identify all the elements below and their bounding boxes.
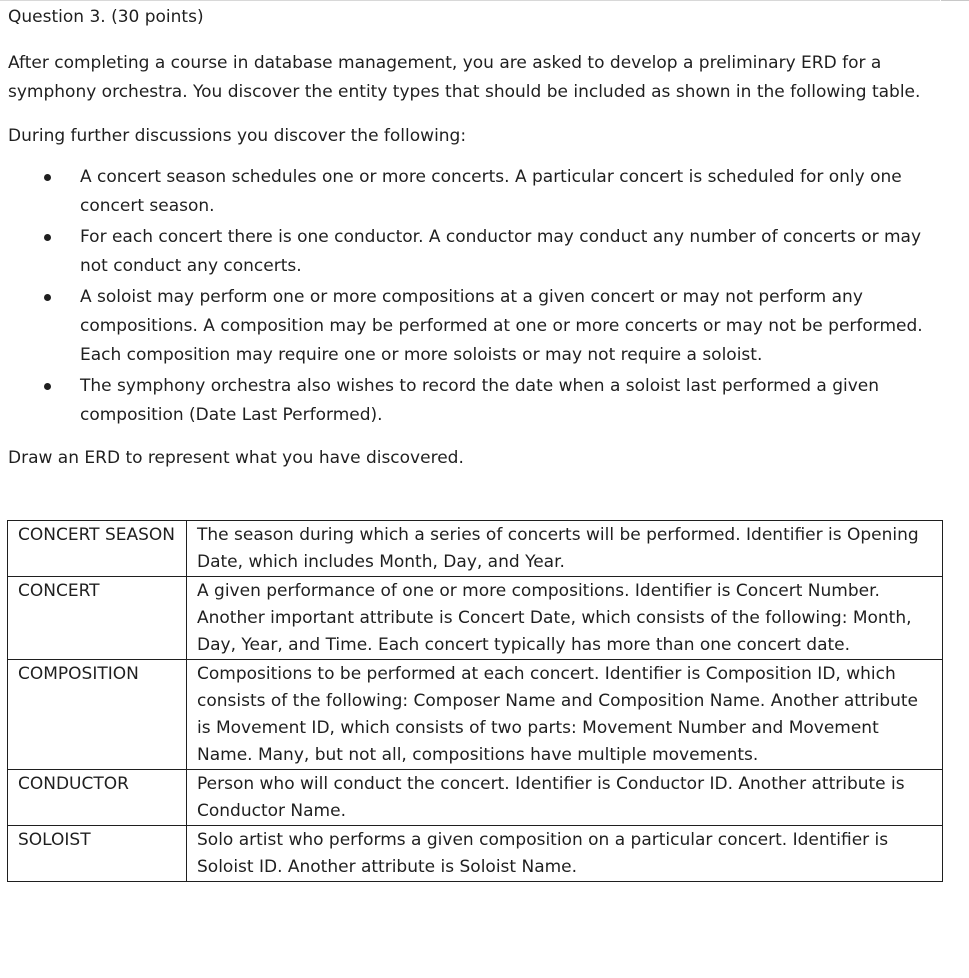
list-item: [8, 163, 943, 221]
discussions-paragraph: During further discussions you discover the following:: [8, 126, 467, 146]
entity-name-cell: CONCERT SEASON: [8, 521, 187, 577]
question-title: Question 3. (30 points): [8, 7, 204, 27]
list-item: [8, 372, 943, 430]
instruction-paragraph: Draw an ERD to represent what you have discovered.: [8, 448, 464, 468]
entity-description-cell: A given performance of one or more compositions. Identifier is Concert Number. Another important attribute is Concert Date, which consists of the following: Month, Day, Year, and Time. Each concert typically has more than one concert date.: [187, 577, 943, 660]
discovery-list: [8, 163, 943, 430]
document-body: [8, 5, 943, 473]
entity-name-cell: CONDUCTOR: [8, 770, 187, 826]
list-item-text: For each concert there is one conductor. A conductor may conduct any number of concerts or may not conduct any concerts.: [80, 227, 922, 276]
bullet-icon: [44, 174, 51, 181]
entity-description-cell: Solo artist who performs a given composition on a particular concert. Identifier is Soloist ID. Another attribute is Soloist Name.: [187, 826, 943, 882]
list-item-text: A soloist may perform one or more compositions at a given concert or may not perform any compositions. A composition may be performed at one or more concerts or may not be performed. Each composition may require one or more soloists or may not require a soloist.: [80, 287, 923, 365]
list-item: [8, 223, 943, 281]
table-row: [8, 826, 943, 882]
entity-name-cell: COMPOSITION: [8, 660, 187, 770]
entity-name-cell: SOLOIST: [8, 826, 187, 882]
table-row: [8, 521, 943, 577]
page-corner-border: [941, 0, 969, 1]
bullet-icon: [44, 383, 51, 390]
list-item: [8, 283, 943, 370]
table-row: [8, 577, 943, 660]
table-row: [8, 770, 943, 826]
page-top-border: [0, 0, 940, 1]
entity-name-cell: CONCERT: [8, 577, 187, 660]
entity-table: [7, 520, 943, 882]
intro-paragraph: After completing a course in database management, you are asked to develop a preliminary ERD for a symphony orchestra. You discover the entity types that should be included as shown in the following table.: [8, 53, 921, 102]
entity-description-cell: Compositions to be performed at each concert. Identifier is Composition ID, which consists of the following: Composer Name and Composition Name. Another attribute is Movement ID, which consists of two parts: Movement Number and Movement Name. Many, but not all, compositions have multiple movements.: [187, 660, 943, 770]
list-item-text: The symphony orchestra also wishes to record the date when a soloist last performed a given composition (Date Last Performed).: [80, 376, 880, 425]
table-row: [8, 660, 943, 770]
bullet-icon: [44, 294, 51, 301]
list-item-text: A concert season schedules one or more concerts. A particular concert is scheduled for only one concert season.: [80, 167, 902, 216]
entity-description-cell: Person who will conduct the concert. Identifier is Conductor ID. Another attribute is Conductor Name.: [187, 770, 943, 826]
bullet-icon: [44, 234, 51, 241]
entity-description-cell: The season during which a series of concerts will be performed. Identifier is Opening Date, which includes Month, Day, and Year.: [187, 521, 943, 577]
